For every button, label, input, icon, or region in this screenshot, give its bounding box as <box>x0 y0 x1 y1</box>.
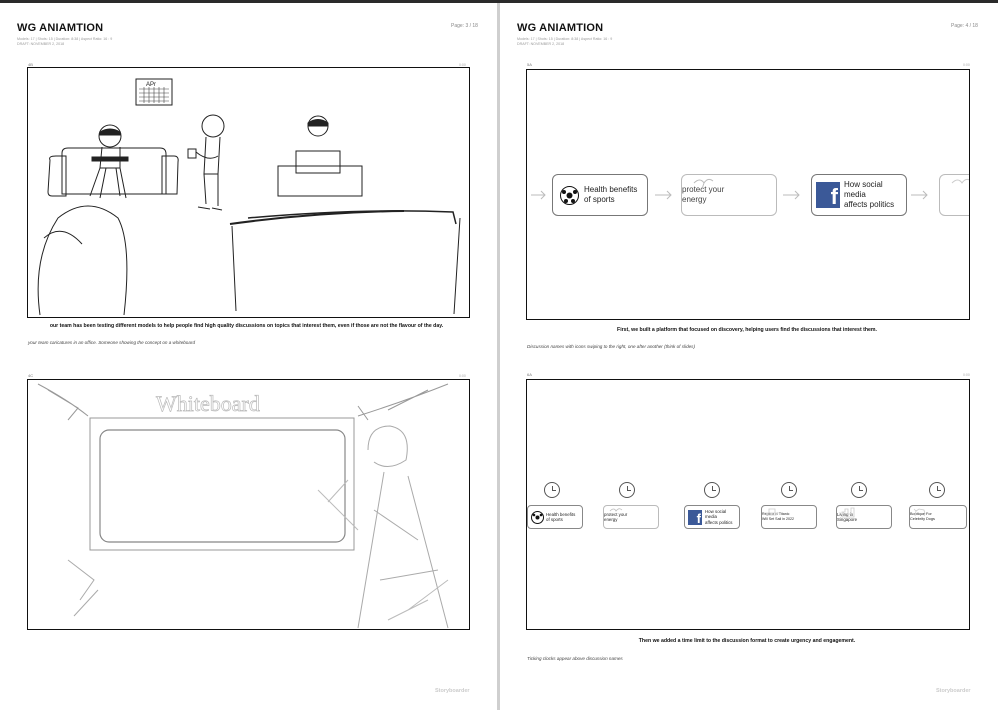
panel-note: Ticking clocks appear above discussion names <box>527 656 623 661</box>
card-line: protect your <box>604 511 628 517</box>
meta-draft-date: DRAFT: NOVEMBER 2, 2018 <box>517 42 565 46</box>
clock-icon <box>619 482 635 498</box>
clock-icon <box>704 482 720 498</box>
soccer-ball-icon <box>560 186 579 205</box>
whiteboard-sketch-text: Whiteboard <box>156 391 260 416</box>
card-line: Boutique For <box>910 512 932 517</box>
meta-stats: Models: 17 | Shots: 15 | Duration: 8:38 | Aspect Ratio: 16 : 9 <box>517 37 613 41</box>
discussion-card-partial[interactable] <box>939 174 970 216</box>
dog-icon <box>913 506 927 518</box>
timed-discussion-card[interactable] <box>603 505 659 529</box>
timed-discussion-card[interactable] <box>684 505 740 529</box>
card-line: Singapore <box>837 517 858 522</box>
discussion-card[interactable] <box>552 174 648 216</box>
page-right <box>500 3 998 710</box>
card-line: of sports <box>584 195 615 204</box>
panel-frame-whiteboard[interactable] <box>27 379 470 630</box>
meta-draft-date: DRAFT: NOVEMBER 2, 2018 <box>17 42 65 46</box>
timed-discussion-card[interactable] <box>909 505 967 529</box>
clock-icon <box>544 482 560 498</box>
page-meta <box>17 37 112 47</box>
panel-frame-office[interactable] <box>27 67 470 318</box>
bird-icon <box>609 506 623 516</box>
clock-icon <box>781 482 797 498</box>
office-sketch <box>28 68 469 317</box>
bird-icon <box>692 175 714 191</box>
card-text <box>584 185 637 205</box>
panel-label: 4B <box>28 62 33 67</box>
meta-stats: Models: 17 | Shots: 15 | Duration: 8:38 | Aspect Ratio: 16 : 9 <box>17 37 113 41</box>
facebook-icon: f <box>688 510 702 525</box>
discussion-card[interactable] <box>811 174 907 216</box>
card-line: Health benefits <box>546 511 576 517</box>
page-meta <box>517 37 612 47</box>
page-number: Page: 4 / 18 <box>951 23 978 29</box>
panel-duration: 0:00 <box>963 373 970 377</box>
card-line: protect your <box>682 185 725 194</box>
timed-discussion-card[interactable] <box>836 505 892 529</box>
page-title: WG ANIAMTION <box>517 22 604 34</box>
panel-duration: 0:00 <box>459 374 466 378</box>
panel-caption: Then we added a time limit to the discussion format to create urgency and engagement. <box>638 638 856 644</box>
timed-discussion-card[interactable] <box>527 505 583 529</box>
card-text <box>844 180 906 210</box>
svg-text:APr: APr <box>146 82 157 88</box>
panel-frame-discovery[interactable] <box>526 69 970 320</box>
card-line: Living in <box>837 511 854 517</box>
card-line: Health benefits <box>584 185 638 194</box>
card-line: affects politics <box>705 519 733 525</box>
card-text <box>546 512 575 523</box>
timed-discussion-card[interactable] <box>761 505 817 529</box>
panel-label: 4C <box>28 373 34 378</box>
panel-label: 5A <box>527 62 532 67</box>
clock-icon <box>851 482 867 498</box>
card-line: Will Set Sail in 2022 <box>762 517 794 521</box>
panel-caption: First, we built a platform that focused on discovery, helping users find the discussions that interest them. <box>617 327 877 333</box>
panel-duration: 0:00 <box>963 63 970 67</box>
brand-label: Storyboarder <box>936 688 971 694</box>
whiteboard-sketch <box>28 380 469 629</box>
panel-frame-timelimit[interactable] <box>526 379 970 630</box>
soccer-ball-icon <box>531 511 544 524</box>
card-line: energy <box>604 517 618 522</box>
page-title: WG ANIAMTION <box>17 22 104 34</box>
bird-icon <box>950 175 970 191</box>
panel-caption: our team has been testing different models to help people find high quality discussions on topics that interest them, even if those are not the flavour of the day. <box>49 323 444 329</box>
card-line: Replica of Titanic <box>762 512 790 517</box>
skyline-icon <box>841 506 857 518</box>
card-line: Celebrity Dogs <box>910 517 935 521</box>
page-left <box>0 3 497 710</box>
card-line: of sports <box>546 517 563 522</box>
card-line: affects politics <box>844 200 895 209</box>
clock-icon <box>929 482 945 498</box>
panel-note: your team caricatures in an office. Someone showing the concept on a whiteboard <box>28 340 196 345</box>
panel-duration: 0:00 <box>459 63 466 67</box>
ship-icon <box>765 506 779 516</box>
page-number: Page: 3 / 18 <box>451 23 478 29</box>
card-line: energy <box>682 195 707 204</box>
discussion-card[interactable] <box>681 174 777 216</box>
brand-label: Storyboarder <box>435 688 470 694</box>
card-line: How social media <box>705 508 727 520</box>
panel-note: Discussion names with icons swiping to the right, one after another (think of slides) <box>527 344 696 349</box>
card-line: How social media <box>844 180 883 199</box>
card-text <box>705 509 739 526</box>
panel-label: 6A <box>527 372 532 377</box>
facebook-icon: f <box>816 182 840 208</box>
